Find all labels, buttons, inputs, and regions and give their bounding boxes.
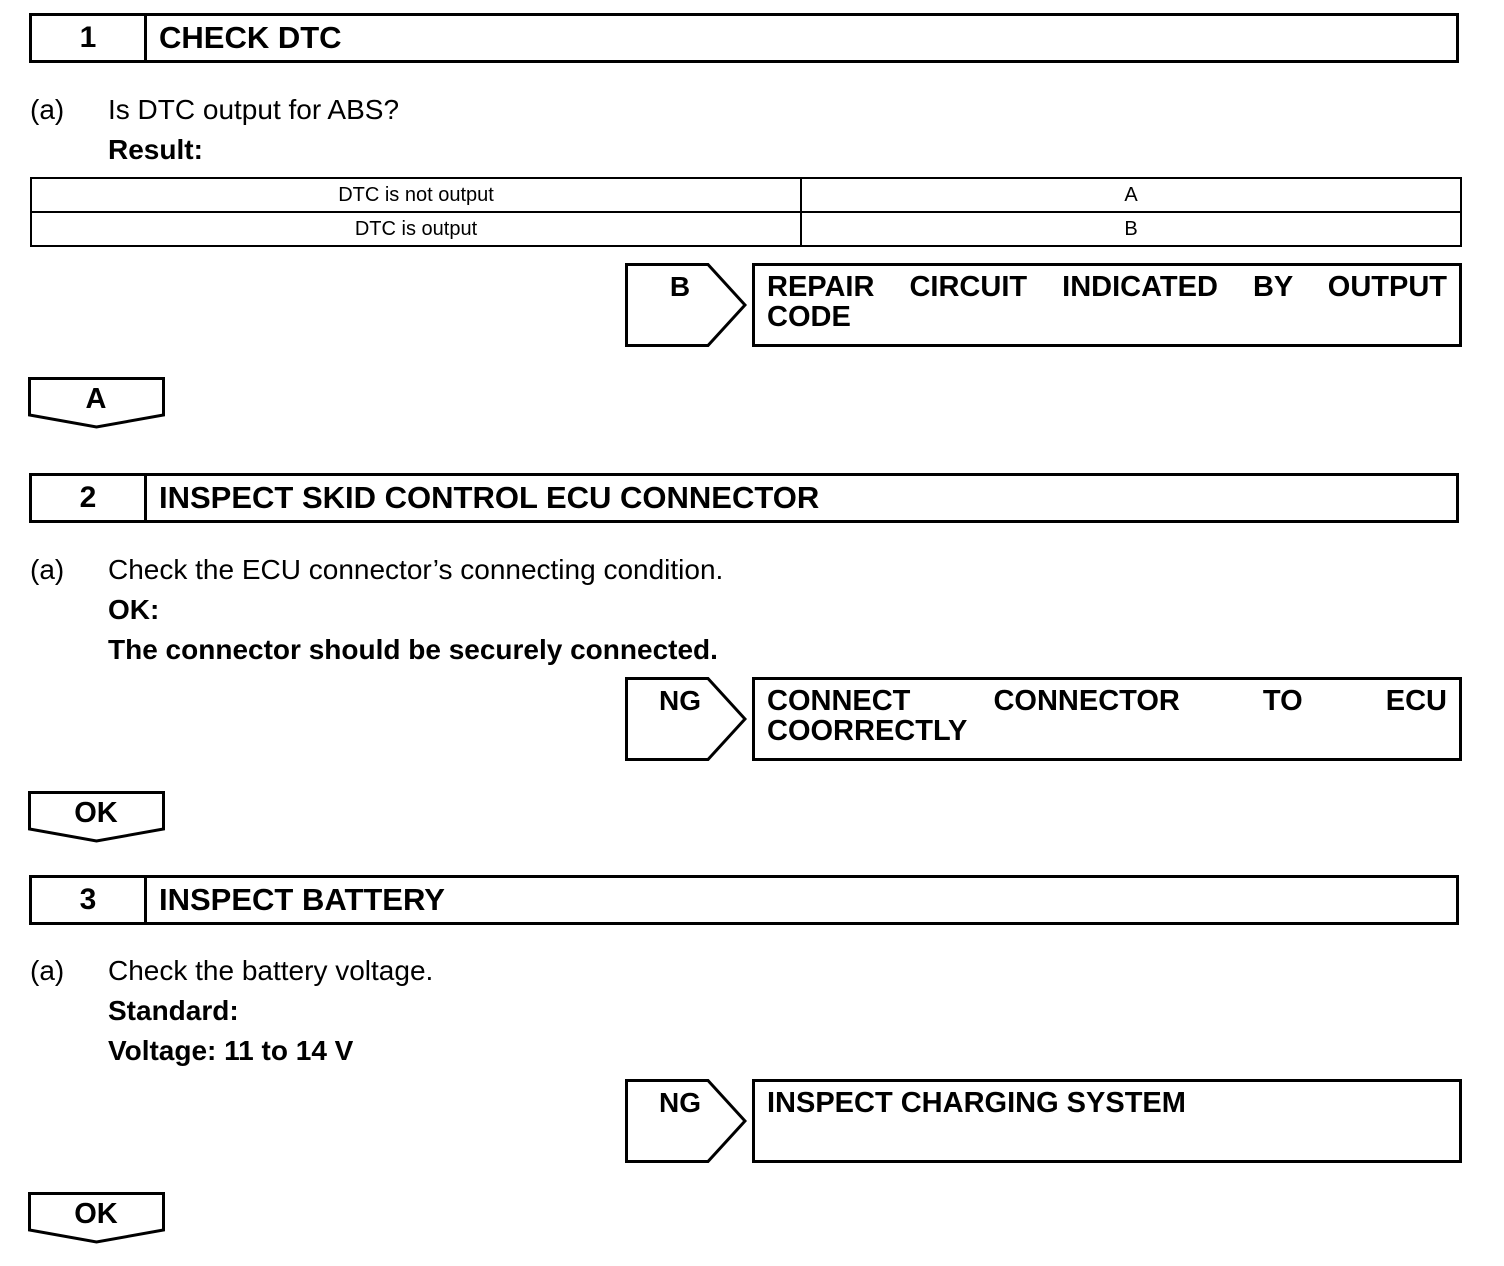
table-cell: DTC is not output xyxy=(31,178,801,212)
sub-item-text: Check the ECU connector’s connecting condition. xyxy=(108,554,724,585)
branch-label: B xyxy=(669,271,691,302)
step-number: 3 xyxy=(32,878,147,922)
sub-item-text: Is DTC output for ABS? xyxy=(108,94,400,125)
continue-tab-ok xyxy=(28,791,166,843)
branch-label: NG xyxy=(659,1087,701,1118)
result-table xyxy=(30,177,1462,247)
branch-arrow-ng xyxy=(625,1079,745,1163)
step-3-header xyxy=(29,875,1459,925)
table-row xyxy=(31,178,1461,212)
continue-label: A xyxy=(85,383,107,415)
action-text-line: COORRECTLY xyxy=(767,715,968,747)
table-cell: B xyxy=(801,212,1461,246)
action-text-line: CODE xyxy=(767,301,851,333)
step-title: INSPECT BATTERY xyxy=(159,882,445,917)
continue-label: OK xyxy=(74,797,118,829)
continue-tab-a xyxy=(28,377,166,429)
step-title: CHECK DTC xyxy=(159,20,342,55)
table-row xyxy=(31,212,1461,246)
action-text-line: REPAIR CIRCUIT INDICATED BY OUTPUT xyxy=(767,271,1447,303)
continue-tab-ok xyxy=(28,1192,166,1244)
ok-label: OK: xyxy=(108,594,160,625)
result-label: Result: xyxy=(108,134,203,165)
action-text-line: INSPECT CHARGING SYSTEM xyxy=(767,1087,1186,1119)
branch-action-box xyxy=(752,1079,1462,1163)
sub-item-letter: (a) xyxy=(30,94,65,125)
branch-action-box xyxy=(752,263,1462,347)
step-1-header xyxy=(29,13,1459,63)
branch-arrow-ng xyxy=(625,677,745,761)
table-cell: DTC is output xyxy=(31,212,801,246)
continue-label: OK xyxy=(74,1198,118,1230)
standard-label: Standard: xyxy=(108,995,239,1026)
step-number: 1 xyxy=(32,16,147,60)
step-number: 2 xyxy=(32,476,147,520)
standard-value: Voltage: 11 to 14 V xyxy=(108,1035,354,1066)
branch-action-box xyxy=(752,677,1462,761)
action-text-line: CONNECT CONNECTOR TO ECU xyxy=(767,685,1447,717)
step-2-header xyxy=(29,473,1459,523)
sub-item-letter: (a) xyxy=(30,955,65,986)
branch-arrow-b xyxy=(625,263,745,347)
branch-label: NG xyxy=(659,685,701,716)
sub-item-text: Check the battery voltage. xyxy=(108,955,434,986)
ok-criteria: The connector should be securely connected. xyxy=(108,634,718,665)
step-title: INSPECT SKID CONTROL ECU CONNECTOR xyxy=(159,480,820,515)
sub-item-letter: (a) xyxy=(30,554,65,585)
table-cell: A xyxy=(801,178,1461,212)
